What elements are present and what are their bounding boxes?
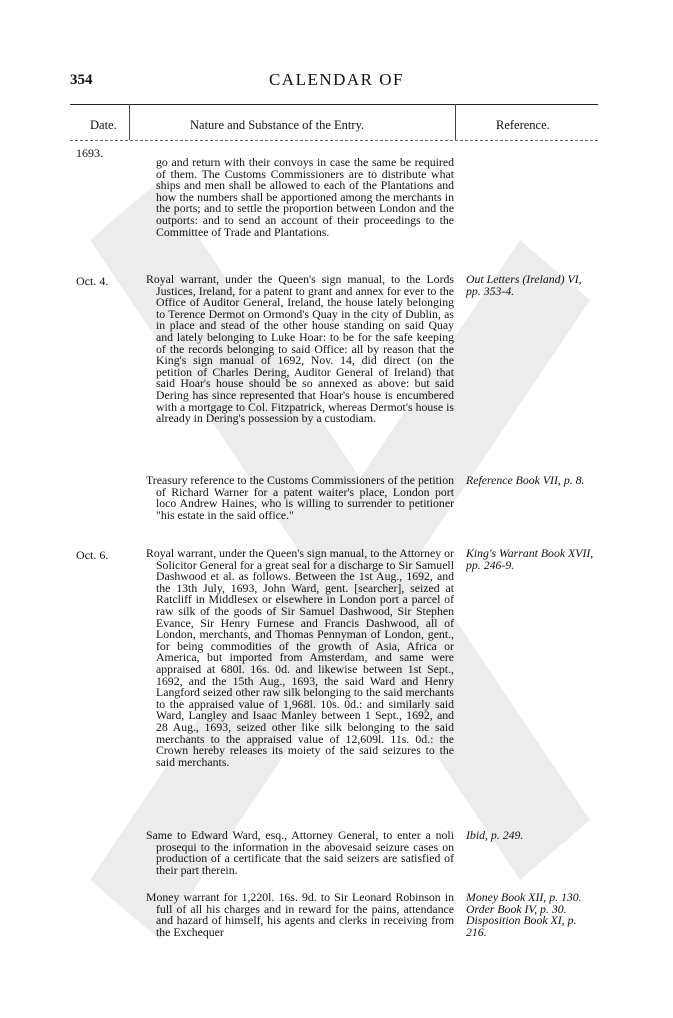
running-title: CALENDAR OF (268, 70, 405, 89)
entry-text: Royal warrant, under the Queen's sign manual, to the Lords Justices, Ireland, for a patent to grant and annex for ever to the Office of Auditor General, Ireland, the house lately belonging to Terence Dermot on Ormond's Quay in the city of Dublin, as in place and stead of the other house standing on said Quay and lately belonging to Luke Hoar: to be for the safe keeping of the records belonging to said Office: all by reason that the King's sign manual of 1692, Nov. 14, did direct (on the petition of Charles Dering, Auditor General of Ireland) that said Hoar's house should be so annexed as above: but said Dering has since represented that Hoar's house is encumbered with a mortgage to Col. Fitzpatrick, whereas Dermot's house is already in Dering's possession by a custodiam. (146, 272, 454, 426)
page-number: 354 (70, 72, 93, 88)
header-bottom-rule (70, 140, 598, 141)
entry-date: Oct. 4. (76, 274, 109, 288)
entry-text: Royal warrant, under the Queen's sign manual, to the Attorney or Solicitor General for a great seal for a discharge to Sir Samuell Dashwood et al. as follows. Between the 1st Aug., 1692, and the 13th July, 1693, John Ward, gent. [searcher], seized at Ratcliff in Middlesex or elsewhere in London port a parcel of raw silk of the goods of Sir Samuel Dashwood, Sir Stephen Evance, Sir Henry Furnese and Francis Dashwood, all of London, merchants, and Thomas Pennyman of London, gent., for being commodities of the growth of Asia, Africa or America, but imported from Amsterdam, and same were appraised at 680l. 16s. 0d. and likewise between 1st Sept., 1692, and the 15th Aug., 1693, the said Ward and Henry Langford seized other raw silk belonging to the said merchants to the appraised value of 1,968l. 10s. 0d.: and similarly said Ward, Langley and Isaac Manley between 1 Sept., 1692, and 28 Aug., 1693, seized other like silk belonging to the said merchants to the appraised value of 12,609l. 11s. 0d.: the Crown hereby releases its moiety of the said seizures to the said merchants. (146, 546, 454, 769)
entry-reference: Ibid, p. 249. (466, 828, 524, 842)
entry-text: Treasury reference to the Customs Commissioners of the petition of Richard Warner for a patent waiter's place, London port loco Andrew Haines, who is willing to surrender to petitioner "his estate in the said office." (146, 473, 454, 522)
entry-text: Same to Edward Ward, esq., Attorney General, to enter a noli prosequi to the information in the abovesaid seizure cases on production of a certificate that the said seizers are satisfied of their part therein. (146, 828, 454, 877)
top-rule (70, 104, 598, 105)
entry-reference: Money Book XII, p. 130. Order Book IV, p. 30. Disposition Book XI, p. 216. (466, 890, 582, 939)
column-divider-right (455, 104, 456, 140)
reference-column-header: Reference. (496, 118, 550, 132)
nature-column-header: Nature and Substance of the Entry. (190, 118, 365, 132)
entry-text: Money warrant for 1,220l. 16s. 9d. to Sir Leonard Robinson in full of all his charges and in reward for the pains, attendance and hazard of himself, his agents and clerks in receiving from the Exchequer (146, 890, 454, 939)
date-column-header: Date. (90, 118, 117, 132)
entry-reference: Reference Book VII, p. 8. (466, 473, 585, 487)
entry-continuation: go and return with their convoys in case the same be required of them. The Customs Commissioners are to distribute what ships and men shall be allowed to each of the Plantations and how the numbers shall be apportioned among the merchants in the ports; and to settle the proportion between London and the outports: and to send an account of their proceedings to the Committee of Trade and Plantations. (156, 155, 454, 239)
entry-date: Oct. 6. (76, 548, 109, 562)
year-label: 1693. (76, 146, 103, 160)
entry-reference: Out Letters (Ireland) VI, pp. 353-4. (466, 272, 582, 298)
entry-reference: King's Warrant Book XVII, pp. 246-9. (466, 546, 594, 572)
column-divider-left (129, 104, 130, 140)
